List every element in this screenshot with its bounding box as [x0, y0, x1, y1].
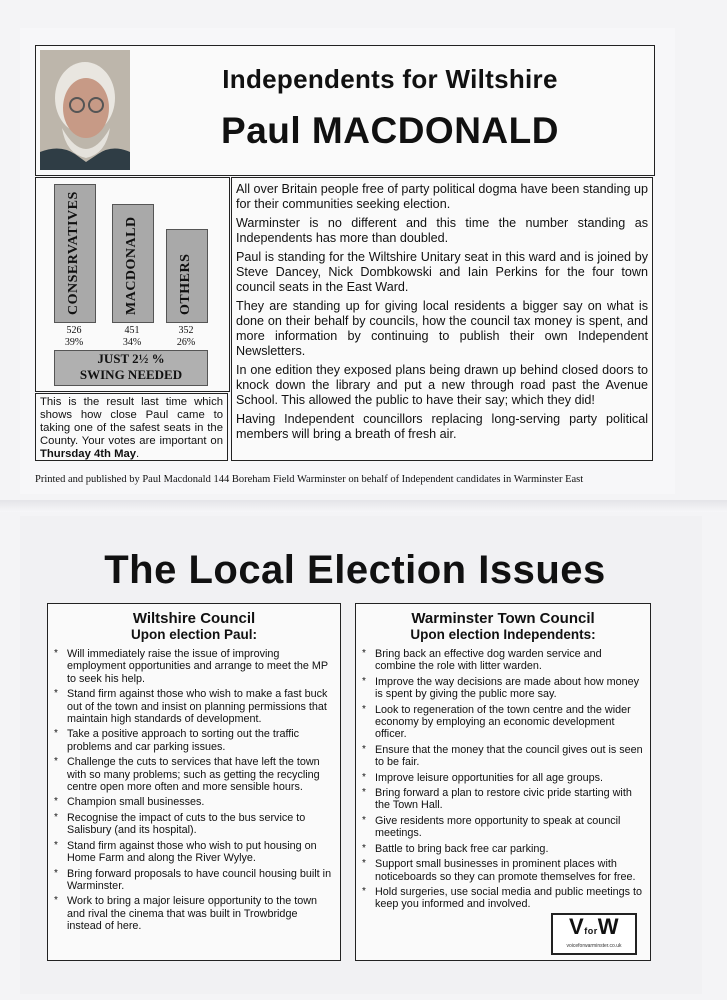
- pledge-item: [362, 886, 644, 911]
- pledge-text: Will immediately raise the issue of improving employment opportunities and arrange to meet the MP to seek his help.: [67, 648, 328, 685]
- wiltshire-subtitle: Upon election Paul:: [130, 627, 257, 642]
- bar-label: CONSERVATIVES: [66, 191, 81, 315]
- vote-count: 352: [178, 325, 194, 336]
- wiltshire-pledge-list: [54, 648, 334, 933]
- bullet-star-icon: *: [54, 839, 58, 851]
- group-name: Independents for Wiltshire: [222, 64, 558, 94]
- bullet-star-icon: *: [362, 814, 366, 826]
- results-chart: [35, 177, 230, 392]
- pledge-text: Improve leisure opportunities for all age groups.: [375, 771, 604, 784]
- pledge-item: [362, 858, 644, 883]
- bar-label: OTHERS: [178, 253, 193, 315]
- pledge-item: [54, 796, 334, 808]
- vote-count: 526: [66, 325, 82, 336]
- bullet-star-icon: *: [54, 648, 58, 659]
- vote-percentage: 39%: [64, 337, 84, 348]
- bullet-star-icon: *: [362, 858, 366, 870]
- logo-or: or: [587, 926, 598, 936]
- pledge-text: Champion small businesses.: [67, 796, 205, 809]
- bullet-star-icon: *: [362, 842, 366, 854]
- bullet-star-icon: *: [362, 675, 366, 687]
- pledge-item: [362, 815, 644, 840]
- logo-f: f: [584, 926, 588, 936]
- bullet-star-icon: *: [54, 796, 58, 808]
- swing-needed-box: [54, 350, 208, 386]
- result-note: [35, 393, 228, 461]
- bullet-star-icon: *: [54, 811, 58, 823]
- vote-percentage: 26%: [176, 337, 196, 348]
- body-text: [231, 177, 653, 461]
- pledge-text: Hold surgeries, use social media and public meetings to keep you informed and involved.: [375, 885, 643, 911]
- vote-percentage: 34%: [122, 337, 142, 348]
- imprint-line: Printed and published by Paul Macdonald 144 Boreham Field Warminster on behalf of Independent candidates in Warminster East: [35, 474, 584, 485]
- issues-heading: The Local Election Issues: [104, 548, 606, 592]
- pledge-item: [54, 840, 334, 865]
- bullet-star-icon: *: [54, 728, 58, 740]
- bullet-star-icon: *: [54, 895, 58, 907]
- pledge-item: [54, 868, 334, 893]
- swing-line-2: SWING NEEDED: [79, 367, 183, 382]
- candidate-name: Paul MACDONALD: [221, 110, 559, 151]
- town-council-pledge-list: [362, 648, 644, 911]
- candidate-photo: [40, 50, 130, 170]
- pledge-item: [54, 812, 334, 837]
- pledge-item: [362, 787, 644, 812]
- pledge-text: Recognise the impact of cuts to the bus service to Salisbury (and its hospital).: [67, 811, 306, 837]
- pledge-text: Bring forward proposals to have council housing built in Warminster.: [67, 867, 332, 892]
- pledge-item: [362, 648, 644, 673]
- bar-label: MACDONALD: [124, 216, 139, 315]
- pledge-item: [54, 688, 334, 725]
- pledge-text: Ensure that the money that the council gives out is seen to be fair.: [375, 743, 643, 769]
- logo-w: W: [597, 914, 619, 939]
- bullet-star-icon: *: [362, 885, 366, 897]
- body-paragraph: Paul is standing for the Wiltshire Unitary seat in this ward and is joined by Steve Dancey, Nick Dombkowski and Iain Perkins for the four town council seats in the East Ward.: [236, 250, 648, 294]
- body-paragraph: Warminster is no different and this time the number standing as Independents has more than doubled.: [236, 216, 648, 245]
- pledge-text: Battle to bring back free car parking.: [375, 842, 549, 855]
- pledge-text: Stand firm against those who wish to put housing on Home Farm and along the River Wylye.: [67, 839, 317, 865]
- pledge-item: [362, 772, 644, 784]
- pledge-text: Support small businesses in prominent places with noticeboards so they can promote themselves for free.: [375, 858, 636, 883]
- pledge-item: [54, 756, 334, 793]
- pledge-text: Take a positive approach to sorting out the traffic problems and car parking issues.: [67, 728, 300, 753]
- pledge-item: [362, 704, 644, 741]
- pledge-text: Stand firm against those who wish to make a fast buck out of the town and insist on planning permissions that maintain high standards of development.: [67, 688, 328, 726]
- pledge-item: [362, 676, 644, 701]
- bullet-star-icon: *: [54, 867, 58, 879]
- pledge-text: Give residents more opportunity to speak at council meetings.: [375, 814, 621, 840]
- wiltshire-council-column: [47, 603, 341, 961]
- bullet-star-icon: *: [362, 771, 366, 783]
- logo-url: voiceforwarminster.co.uk: [566, 943, 622, 949]
- pledge-text: Improve the way decisions are made about how money is spent by giving the public more say.: [375, 675, 640, 701]
- pledge-item: [54, 648, 334, 685]
- result-note-end: .: [136, 448, 140, 460]
- page-fold: [0, 500, 727, 512]
- pledge-text: Bring back an effective dog warden service and combine the role with litter warden.: [375, 648, 602, 673]
- vforw-logo: [551, 913, 637, 955]
- pledge-item: [362, 843, 644, 855]
- town-council-title: Warminster Town Council: [411, 610, 595, 627]
- body-paragraph: In one edition they exposed plans being drawn up behind closed doors to knock down the library and put a new through road past the Avenue School. This allowed the public to have their say; which they did!: [236, 363, 648, 407]
- result-note-text: This is the result last time which shows how close Paul came to taking one of the safest seats in the County. Your votes are important on: [40, 396, 223, 447]
- wiltshire-title: Wiltshire Council: [132, 610, 256, 627]
- logo-v: V: [569, 914, 585, 939]
- town-council-column: [355, 603, 651, 961]
- pledge-item: [54, 728, 334, 753]
- pledge-item: [362, 744, 644, 769]
- bullet-star-icon: *: [362, 703, 366, 715]
- pledge-text: Work to bring a major leisure opportunity to the town and rival the cinema that was built in Trowbridge instead of here.: [67, 895, 318, 933]
- bullet-star-icon: *: [54, 688, 58, 700]
- bullet-star-icon: *: [362, 743, 366, 755]
- bullet-star-icon: *: [54, 756, 58, 768]
- bullet-star-icon: *: [362, 787, 366, 799]
- town-council-subtitle: Upon election Independents:: [410, 627, 596, 642]
- pledge-text: Challenge the cuts to services that have left the town with so many problems; such as getting the recycling centre open more often and more sensible hours.: [67, 756, 320, 794]
- swing-line-1: JUST 2½ %: [97, 351, 165, 366]
- pledge-text: Look to regeneration of the town centre and the wider economy by employing an economic development officer.: [375, 703, 631, 741]
- election-date: Thursday 4th May: [40, 448, 137, 460]
- pledge-text: Bring forward a plan to restore civic pride starting with the Town Hall.: [375, 787, 632, 812]
- vote-count: 451: [124, 325, 140, 336]
- pledge-item: [54, 895, 334, 932]
- body-paragraph: Having Independent councillors replacing long-serving party political members will bring a breath of fresh air.: [236, 412, 648, 441]
- bullet-star-icon: *: [362, 648, 366, 659]
- body-paragraph: They are standing up for giving local residents a bigger say on what is done on their behalf by councils, how the council tax money is spent, and more information by continuing to publish their own Independent Newsletters.: [236, 299, 648, 358]
- body-paragraph: All over Britain people free of party political dogma have been standing up for their communities seeking election.: [236, 182, 648, 211]
